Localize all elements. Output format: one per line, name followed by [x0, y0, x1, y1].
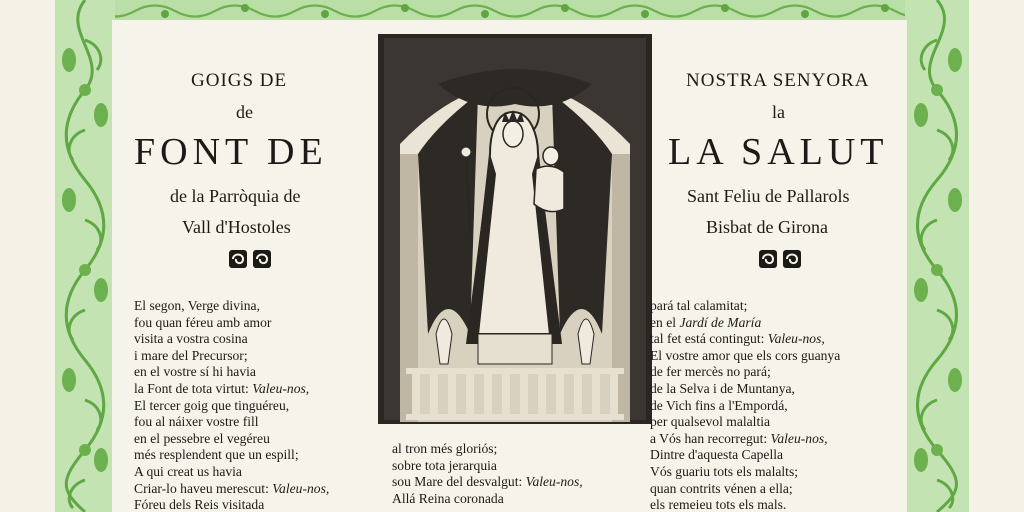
- verse-text: de Vich fins a l'Empordá,: [650, 397, 788, 413]
- verse-line: [134, 497, 329, 512]
- verse-line: [134, 348, 329, 365]
- verse-text: Criar-lo haveu merescut:: [134, 480, 273, 496]
- verse-text: El segon, Verge divina,: [134, 298, 260, 313]
- title-goigs-de: GOIGS DE: [191, 70, 288, 91]
- verse-text: en el pessebre el vegéreu: [134, 430, 270, 446]
- verse-text: El vostre amor que els cors guanya: [650, 347, 841, 363]
- title-font-de: FONT DE: [134, 131, 328, 173]
- verse-text: de la Selva i de Muntanya,: [650, 380, 795, 396]
- verse-text: Vós guariu tots els malalts;: [650, 463, 799, 479]
- ornament-right-icon: [758, 248, 802, 270]
- virgin-and-child-engraving: [378, 34, 652, 424]
- verse-line: [650, 331, 840, 348]
- verse-text: Dintre d'aquesta Capella: [650, 447, 784, 463]
- verse-text: la Font de tota virtut:: [134, 380, 253, 396]
- verse-line: [392, 474, 583, 491]
- verse-refrain: Valeu-nos,: [767, 331, 825, 347]
- subtitle-parroquia: de la Parròquia de: [170, 186, 301, 206]
- verse-line: [650, 381, 840, 398]
- verse-line: [134, 381, 329, 398]
- verse-refrain: Jardí de María: [679, 314, 762, 330]
- verse-line: [650, 364, 840, 381]
- verse-text: visita a vostra cosina: [134, 331, 248, 347]
- verse-text: quan contrits vénen a ella;: [650, 480, 793, 496]
- verse-line: [650, 348, 840, 365]
- verse-line: [392, 441, 583, 458]
- verse-line: [650, 481, 840, 498]
- verse-text: més resplendent que un espill;: [134, 447, 299, 463]
- subtitle-vall-hostoles: Vall d'Hostoles: [182, 217, 291, 237]
- floral-border-left: [55, 0, 115, 512]
- title-la: la: [772, 102, 785, 122]
- verse-line: [650, 497, 840, 512]
- verse-line: [650, 447, 840, 464]
- verse-line: [134, 431, 329, 448]
- verse-text: en el vostre sí hi havia: [134, 364, 256, 380]
- verse-text: i mare del Precursor;: [134, 347, 248, 363]
- verse-text: els remeieu tots els mals.: [650, 497, 787, 512]
- verse-line: [392, 458, 583, 475]
- verse-line: [134, 447, 329, 464]
- verse-text: El tercer goig que tinguéreu,: [134, 397, 290, 413]
- verse-text: a Vós han recorregut:: [650, 430, 771, 446]
- verse-line: [134, 414, 329, 431]
- floral-border-right: [905, 0, 969, 512]
- verse-text: de fer mercès no pará;: [650, 364, 771, 380]
- verse-line: [392, 491, 583, 508]
- verse-text: A qui creat us havia: [134, 463, 242, 479]
- verse-text: al tron més gloriós;: [392, 441, 498, 456]
- verse-refrain: Valeu-nos,: [272, 480, 330, 496]
- verse-line: [650, 414, 840, 431]
- verse-line: [650, 398, 840, 415]
- verse-text: tal fet está contingut:: [650, 331, 768, 347]
- verse-line: [134, 464, 329, 481]
- verse-text: per qualsevol malaltia: [650, 414, 771, 430]
- verse-text: fou al náixer vostre fill: [134, 414, 259, 430]
- verses-left-column: [134, 298, 329, 512]
- verse-line: [134, 331, 329, 348]
- verse-line: [134, 364, 329, 381]
- verse-line: [134, 298, 329, 315]
- title-nostra-senyora: NOSTRA SENYORA: [686, 70, 870, 91]
- verse-line: [134, 398, 329, 415]
- verse-text: sobre tota jerarquia: [392, 457, 497, 473]
- verse-line: [134, 481, 329, 498]
- title-de: de: [236, 102, 253, 122]
- subtitle-bisbat-girona: Bisbat de Girona: [706, 217, 828, 237]
- verse-refrain: Valeu-nos,: [525, 474, 583, 490]
- verse-text: fou quan féreu amb amor: [134, 314, 272, 330]
- verse-line: [650, 464, 840, 481]
- verse-text: Fóreu dels Reis visitada: [134, 497, 265, 512]
- verses-right-column: [650, 298, 840, 512]
- verse-line: [650, 298, 840, 315]
- verse-text: Allá Reina coronada: [392, 490, 504, 506]
- title-la-salut: LA SALUT: [668, 131, 889, 173]
- floral-border-top: [55, 0, 969, 22]
- verse-text: en el: [650, 314, 680, 330]
- verse-line: [134, 315, 329, 332]
- verse-line: [650, 431, 840, 448]
- verse-line: [650, 315, 840, 332]
- ornament-left-icon: [228, 248, 272, 270]
- subtitle-sant-feliu: Sant Feliu de Pallarols: [687, 186, 850, 206]
- verse-text: pará tal calamitat;: [650, 298, 748, 313]
- verses-center-column: [392, 441, 583, 507]
- verse-refrain: Valeu-nos,: [770, 430, 828, 446]
- verse-text: sou Mare del desvalgut:: [392, 474, 526, 490]
- verse-refrain: Valeu-nos,: [252, 380, 310, 396]
